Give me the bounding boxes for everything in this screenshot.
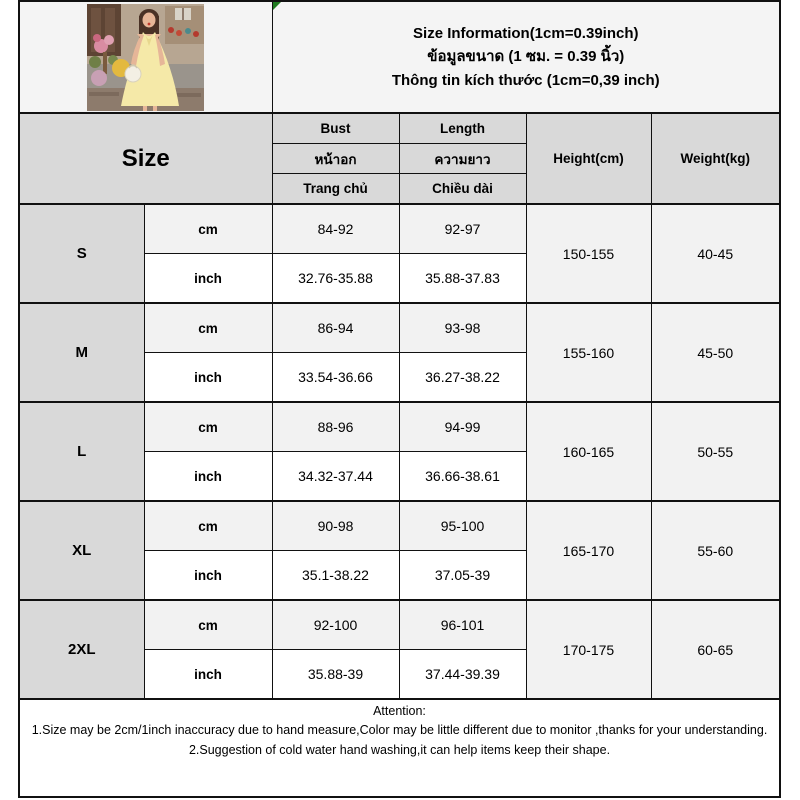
unit-cm: cm — [144, 204, 272, 254]
size-column-header: Size — [19, 113, 272, 204]
size-row-2xl-cm — [19, 600, 780, 650]
size-label-xl: XL — [19, 501, 144, 600]
unit-cm: cm — [144, 600, 272, 650]
height-m: 155-160 — [526, 303, 651, 402]
unit-inch: inch — [144, 254, 272, 304]
length-inch-s: 35.88-37.83 — [399, 254, 526, 304]
footer-row — [19, 699, 780, 797]
unit-cm: cm — [144, 303, 272, 353]
length-cm-m: 93-98 — [399, 303, 526, 353]
size-label-2xl: 2XL — [19, 600, 144, 699]
weight-m: 45-50 — [651, 303, 780, 402]
bust-header-vi: Trang chủ — [272, 174, 399, 205]
height-l: 160-165 — [526, 402, 651, 501]
product-photo-cell — [19, 1, 272, 113]
size-row-l-cm — [19, 402, 780, 452]
weight-s: 40-45 — [651, 204, 780, 303]
length-cm-xl: 95-100 — [399, 501, 526, 551]
size-row-m-cm — [19, 303, 780, 353]
unit-cm: cm — [144, 501, 272, 551]
size-label-l: L — [19, 402, 144, 501]
length-inch-xl: 37.05-39 — [399, 551, 526, 601]
bust-cm-s: 84-92 — [272, 204, 399, 254]
column-header-row-en — [19, 113, 780, 144]
size-label-m: M — [19, 303, 144, 402]
length-header-vi: Chiều dài — [399, 174, 526, 205]
height-2xl: 170-175 — [526, 600, 651, 699]
length-cm-2xl: 96-101 — [399, 600, 526, 650]
unit-inch: inch — [144, 353, 272, 403]
size-row-s-cm — [19, 204, 780, 254]
unit-inch: inch — [144, 452, 272, 502]
title-thai: ข้อมูลขนาด (1 ซม. = 0.39 นิ้ว) — [427, 48, 625, 66]
bust-header-en: Bust — [272, 113, 399, 144]
cell-corner-marker-icon — [273, 2, 281, 10]
height-xl: 165-170 — [526, 501, 651, 600]
attention-line-1: 1.Size may be 2cm/1inch inaccuracy due to hand measure,Color may be little different due to monitor ,thanks for your understanding. — [31, 723, 768, 738]
length-header-th: ความยาว — [399, 144, 526, 174]
length-cm-s: 92-97 — [399, 204, 526, 254]
bust-cm-2xl: 92-100 — [272, 600, 399, 650]
bust-inch-s: 32.76-35.88 — [272, 254, 399, 304]
size-row-xl-cm — [19, 501, 780, 551]
attention-line-2: 2.Suggestion of cold water hand washing,it can help items keep their shape. — [188, 742, 611, 757]
size-table — [18, 0, 781, 798]
length-cm-l: 94-99 — [399, 402, 526, 452]
weight-xl: 55-60 — [651, 501, 780, 600]
height-s: 150-155 — [526, 204, 651, 303]
title-english: Size Information(1cm=0.39inch) — [413, 25, 639, 43]
unit-inch: inch — [144, 650, 272, 700]
bust-cm-l: 88-96 — [272, 402, 399, 452]
size-label-s: S — [19, 204, 144, 303]
weight-l: 50-55 — [651, 402, 780, 501]
unit-inch: inch — [144, 551, 272, 601]
product-photo — [87, 4, 204, 111]
bust-inch-2xl: 35.88-39 — [272, 650, 399, 700]
bust-inch-l: 34.32-37.44 — [272, 452, 399, 502]
height-header: Height(cm) — [526, 113, 651, 204]
unit-cm: cm — [144, 402, 272, 452]
bust-inch-xl: 35.1-38.22 — [272, 551, 399, 601]
length-inch-l: 36.66-38.61 — [399, 452, 526, 502]
attention-note — [19, 699, 780, 797]
length-inch-2xl: 37.44-39.39 — [399, 650, 526, 700]
length-header-en: Length — [399, 113, 526, 144]
weight-header: Weight(kg) — [651, 113, 780, 204]
bust-cm-m: 86-94 — [272, 303, 399, 353]
length-inch-m: 36.27-38.22 — [399, 353, 526, 403]
weight-2xl: 60-65 — [651, 600, 780, 699]
size-info-title-cell — [272, 1, 780, 113]
attention-title: Attention: — [373, 704, 426, 718]
bust-cm-xl: 90-98 — [272, 501, 399, 551]
bust-inch-m: 33.54-36.66 — [272, 353, 399, 403]
header-row — [19, 1, 780, 113]
title-vietnamese: Thông tin kích thước (1cm=0,39 inch) — [391, 71, 660, 89]
bust-header-th: หน้าอก — [272, 144, 399, 174]
